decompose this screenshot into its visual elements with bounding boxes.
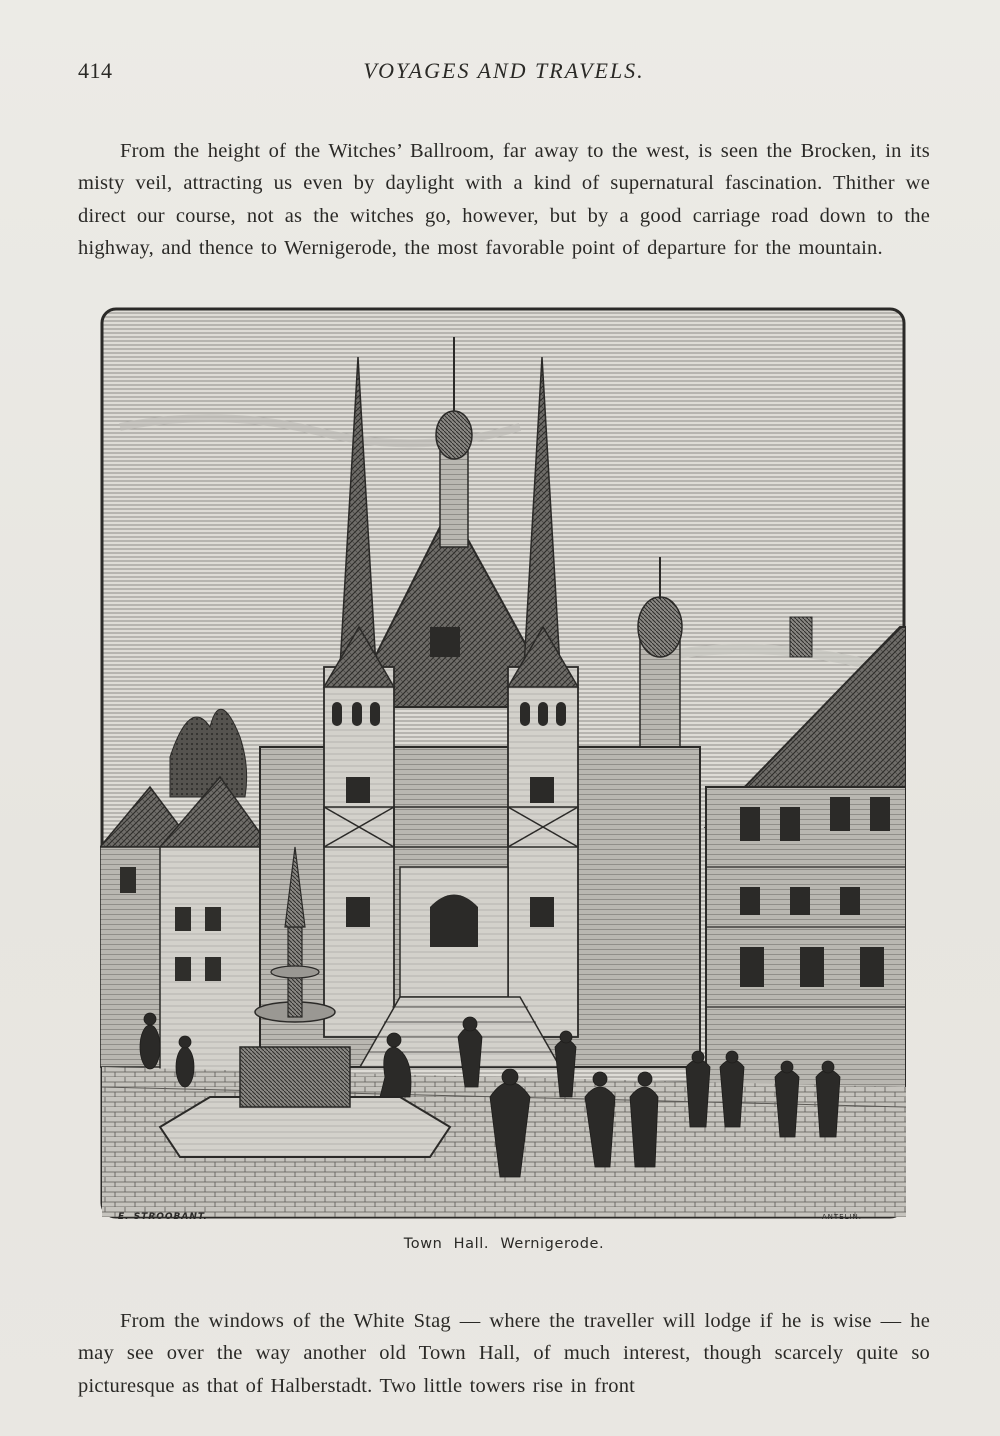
page-number: 414 [78,58,113,83]
figure-caption: Town Hall. Wernigerode. [403,1236,605,1252]
engraver-signature: E. STROOBANT. [118,1212,208,1222]
engraving-figure [100,307,906,1225]
town-hall-engraving [100,307,906,1225]
running-head: VOYAGES AND TRAVELS. [363,58,645,83]
paragraph-top: From the height of the Witches’ Ballroom, far away to the west, is seen the Brocken, in its misty veil, attracting us even by daylight with a kind of supernatural fascination. Thither we direct our course, not as the witches go, however, but by a good carriage road down to the highway, and thence to Wernigerode, the most favorable point of departure for the mountain. [78,139,930,259]
engraver-signature-right: ANTELIN. [821,1213,862,1221]
page-header [78,58,930,92]
paragraph-bottom: From the windows of the White Stag — where the traveller will lodge if he is wise — he may see over the way another old Town Hall, of much interest, though scarcely quite so picturesque as that of Halberstadt. Two little towers rise in front [78,1309,930,1397]
